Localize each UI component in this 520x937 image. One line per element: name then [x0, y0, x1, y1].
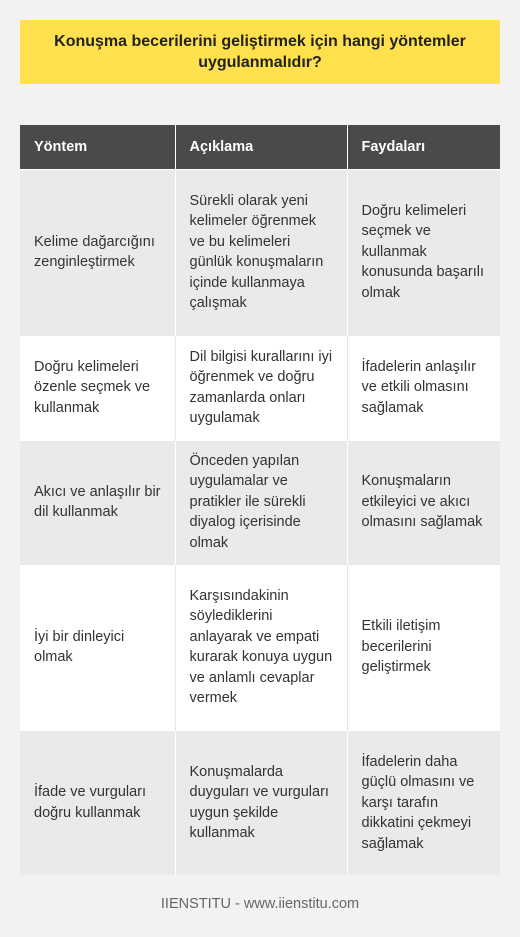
- description-cell: Dil bilgisi kurallarını iyi öğrenmek ve doğru zamanlarda onları uygulamak: [175, 335, 347, 440]
- table-row: [20, 169, 500, 335]
- table-header-row: [20, 125, 500, 169]
- column-header-benefit: Faydaları: [347, 125, 500, 169]
- table-row: [20, 730, 500, 875]
- benefit-cell: İfadelerin anlaşılır ve etkili olmasını sağlamak: [347, 335, 500, 440]
- column-header-method: Yöntem: [20, 125, 175, 169]
- method-cell: İyi bir dinleyici olmak: [20, 564, 175, 730]
- method-cell: Akıcı ve anlaşılır bir dil kullanmak: [20, 440, 175, 564]
- benefit-cell: Konuşmaların etkileyici ve akıcı olmasını sağlamak: [347, 440, 500, 564]
- method-cell: İfade ve vurguları doğru kullanmak: [20, 730, 175, 875]
- description-cell: Karşısındakinin söylediklerini anlayarak ve empati kurarak konuya uygun ve anlamlı cevaplar vermek: [175, 564, 347, 730]
- footer-credit: IIENSTITU - www.iienstitu.com: [160, 896, 360, 912]
- method-cell: Doğru kelimeleri özenle seçmek ve kullanmak: [20, 335, 175, 440]
- table-row: [20, 564, 500, 730]
- page-title: Konuşma becerilerini geliştirmek için hangi yöntemler uygulanmalıdır?: [54, 33, 466, 71]
- description-cell: Sürekli olarak yeni kelimeler öğrenmek ve bu kelimeleri günlük konuşmaların içinde kullanmaya çalışmak: [175, 169, 347, 335]
- methods-table: [20, 125, 500, 875]
- method-cell: Kelime dağarcığını zenginleştirmek: [20, 169, 175, 335]
- description-cell: Önceden yapılan uygulamalar ve pratikler ile sürekli diyalog içerisinde olmak: [175, 440, 347, 564]
- table-row: [20, 440, 500, 564]
- table-row: [20, 335, 500, 440]
- column-header-description: Açıklama: [175, 125, 347, 169]
- description-cell: Konuşmalarda duyguları ve vurguları uygun şekilde kullanmak: [175, 730, 347, 875]
- benefit-cell: İfadelerin daha güçlü olmasını ve karşı tarafın dikkatini çekmeyi sağlamak: [347, 730, 500, 875]
- title-banner: [20, 20, 500, 84]
- benefit-cell: Doğru kelimeleri seçmek ve kullanmak konusunda başarılı olmak: [347, 169, 500, 335]
- benefit-cell: Etkili iletişim becerilerini geliştirmek: [347, 564, 500, 730]
